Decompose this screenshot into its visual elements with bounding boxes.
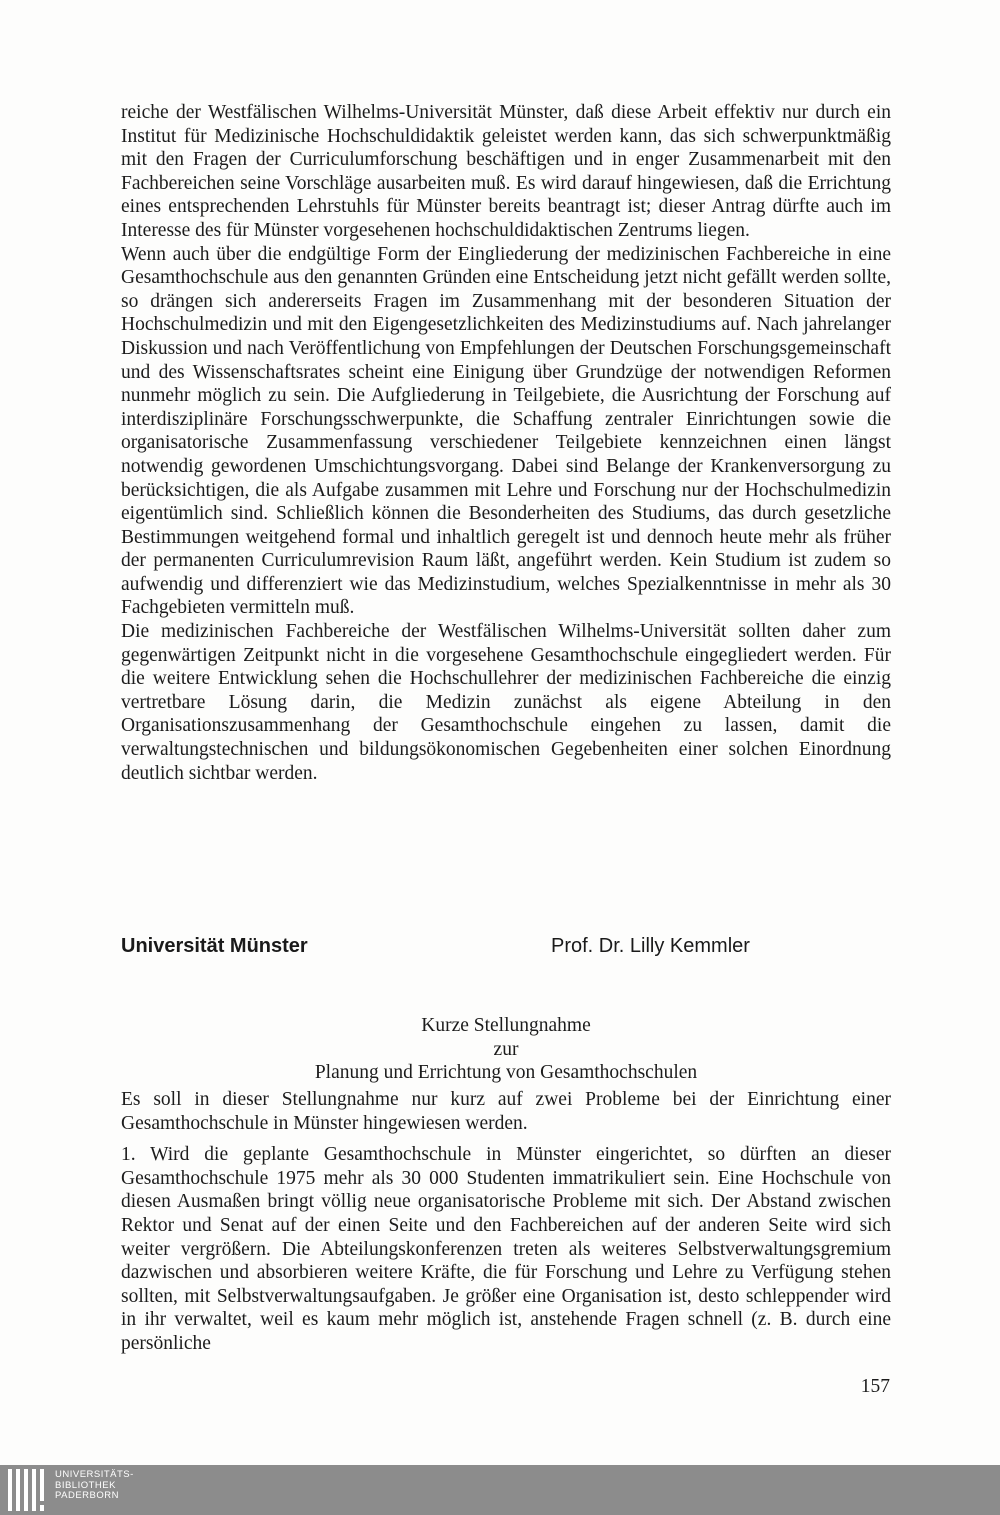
library-barcode-logo-icon (6, 1465, 50, 1515)
library-name (55, 1470, 134, 1502)
library-footer-bar (0, 1465, 1000, 1515)
paragraph: 1. Wird die geplante Gesamthochschule in Münster eingerichtet, so dürften an dieser Gesamthochschule 1975 mehr als 30 000 Studenten immatrikuliert sein. Eine Hochschule von diesen Ausmaßen bringt völlig neue organisatorische Probleme mit sich. Der Abstand zwischen Rektor und Senat auf der einen Seite und den Fachbereichen auf der anderen Seite wird sich weiter vergrößern. Die Abteilungskonferenzen treten als weiteres Selbstverwaltungsgremium dazwischen und absorbieren weitere Kräfte, die für Forschung und Lehre zu Verfügung stehen sollten, mit Selbstverwaltungsaufgaben. Je größer eine Organisation ist, desto schleppender wird in ihr verwaltet, weil es kaum mehr möglich ist, anstehende Fragen schnell (z. B. durch eine persönliche (121, 1144, 891, 1354)
body-text-bottom (121, 1088, 891, 1356)
library-name-line: UNIVERSITÄTS- (55, 1469, 134, 1480)
section-heading (121, 935, 891, 965)
library-name-line: BIBLIOTHEK (55, 1479, 116, 1491)
paragraph: Wenn auch über die endgültige Form der Eingliederung der medizinischen Fachbereiche in eine Gesamthochschule aus den genannten Gründen eine Entscheidung jetzt nicht gefällt werden sollte, so drängen sich andererseits Fragen im Zusammenhang mit der besonderen Situation der Hochschulmedizin und mit den Eigengesetzlichkeiten des Medizinstudiums auf. Nach jahrelanger Diskussion und nach Veröffentlichung von Empfehlungen der Deutschen Forschungsgemeinschaft und des Wissenschaftsrates scheint eine Einigung über Grundzüge der notwendigen Reformen nunmehr möglich zu sein. Die Aufgliederung in Teilgebiete, die Ausrichtung der Forschung auf interdisziplinäre Forschungsschwerpunkte, die Schaffung zentraler Einrichtungen sowie die organisatorische Zusammenfassung verschiedener Teilgebiete kennzeichnen einen längst notwendig gewordenen Umschichtungsvorgang. Dabei sind Belange der Krankenversorgung zu berücksichtigen, die als Aufgabe zusammen mit Lehre und Forschung nur der Hochschulmedizin eigentümlich sind. Schließlich können die Besonderheiten des Studiums, das durch gesetzliche Bestimmungen weitgehend formal und inhaltlich geregelt ist und dennoch heute mehr als früher der permanenten Curriculumrevision Raum läßt, angeführt werden. Kein Studium ist zudem so aufwendig und differenziert wie das Medizinstudium, welches Spezialkenntnisse in mehr als 30 Fachgebieten vermitteln muß. (121, 243, 891, 619)
author-heading: Prof. Dr. Lilly Kemmler (551, 935, 750, 957)
statement-title-line: zur (493, 1038, 519, 1060)
paragraph: Die medizinischen Fachbereiche der Westfälischen Wilhelms-Universität sollten daher zum gegenwärtigen Zeitpunkt nicht in die vorgesehene Gesamthochschule eingegliedert werden. Für die weitere Entwicklung sehen die Hochschullehrer der medizinischen Fachbereiche die einzig vertretbare Lösung darin, die Medizin zunächst als eigene Abteilung in den Organisationszusammenhang der Gesamthochschule eingehen zu lassen, damit die verwaltungstechnischen und bildungsökonomischen Gegebenheiten einer solchen Einordnung deutlich sichtbar werden. (121, 621, 891, 784)
paragraph: reiche der Westfälischen Wilhelms-Universität Münster, daß diese Arbeit effektiv nur durch ein Institut für Medizinische Hochschuldidaktik geleistet werden kann, das sich schwerpunktmäßig mit den Fragen der Curriculumforschung beschäftigen und in enger Zusammenarbeit mit den Fachbereichen seine Vorschläge ausarbeiten muß. Es wird darauf hingewiesen, daß die Errichtung eines entsprechenden Lehrstuhls für Münster bereits beantragt ist; dieser Antrag dürfte auch im Interesse des für Münster vorgesehenen hochschuldidaktischen Zentrums liegen. (121, 102, 891, 241)
statement-title (121, 1014, 891, 1085)
paragraph: Es soll in dieser Stellungnahme nur kurz auf zwei Probleme bei der Einrichtung einer Gesamthochschule in Münster hingewiesen werden. (121, 1089, 891, 1134)
page-number: 157 (860, 1376, 890, 1397)
statement-title-line: Planung und Errichtung von Gesamthochschulen (314, 1062, 698, 1084)
body-text-top (121, 101, 891, 785)
institution-heading: Universität Münster (121, 935, 308, 957)
library-name-line: PADERBORN (55, 1490, 119, 1501)
statement-title-line: Kurze Stellungnahme (421, 1015, 591, 1036)
